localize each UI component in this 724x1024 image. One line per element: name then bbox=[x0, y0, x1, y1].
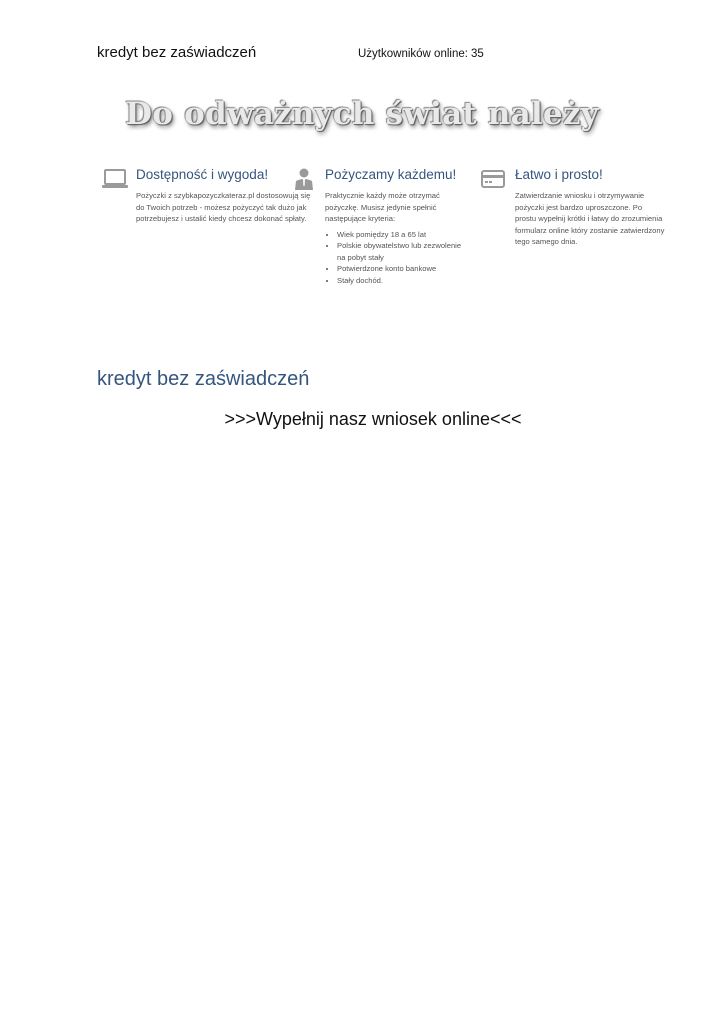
page-title: kredyt bez zaświadczeń bbox=[97, 368, 310, 390]
online-users bbox=[358, 48, 484, 60]
site-title: kredyt bez zaświadczeń bbox=[97, 44, 257, 61]
feature-text: Praktycznie każdy może otrzymać pożyczkę. Musisz jedynie spełnić następujące kryteria: bbox=[325, 191, 440, 223]
feature-text: Pożyczki z szybkapozyczkateraz.pl dostosowują się do Twoich potrzeb - możesz pożyczyć tak dużo jak potrzebujesz i ustalić kiedy chcesz dokonać spłaty. bbox=[136, 191, 311, 223]
criteria-item: • Polskie obywatelstwo lub zezwolenie na pobyt stały bbox=[337, 240, 467, 263]
feature-text: Zatwierdzanie wniosku i otrzymywanie pożyczki jest bardzo uproszczone. Po prostu wypełnij krótki i łatwy do zrozumienia formularz online który zostanie zatwierdzony tego samego dnia. bbox=[515, 191, 665, 246]
online-users-count: 35 bbox=[470, 48, 484, 60]
feature-title: Pożyczamy każdemu! bbox=[325, 167, 457, 182]
credit-card-icon bbox=[481, 168, 507, 190]
feature-title: Dostępność i wygoda! bbox=[136, 167, 269, 182]
feature-title: Łatwo i prosto! bbox=[515, 167, 603, 182]
online-users-label: Użytkowników online: bbox=[358, 48, 468, 60]
person-icon bbox=[291, 168, 317, 190]
criteria-list bbox=[325, 229, 467, 287]
feature-everyone bbox=[325, 166, 467, 286]
feature-easy bbox=[515, 166, 665, 248]
feature-availability bbox=[136, 166, 314, 225]
banner-heading: Do odważnych świat należy bbox=[125, 96, 599, 132]
laptop-icon bbox=[102, 168, 128, 190]
criteria-item: • Wiek pomiędzy 18 a 65 lat bbox=[337, 229, 467, 241]
apply-online-link[interactable]: >>>Wypełnij nasz wniosek online<<< bbox=[224, 409, 522, 429]
criteria-item: • Stały dochód. bbox=[337, 275, 467, 287]
criteria-item: • Potwierdzone konto bankowe bbox=[337, 263, 467, 275]
